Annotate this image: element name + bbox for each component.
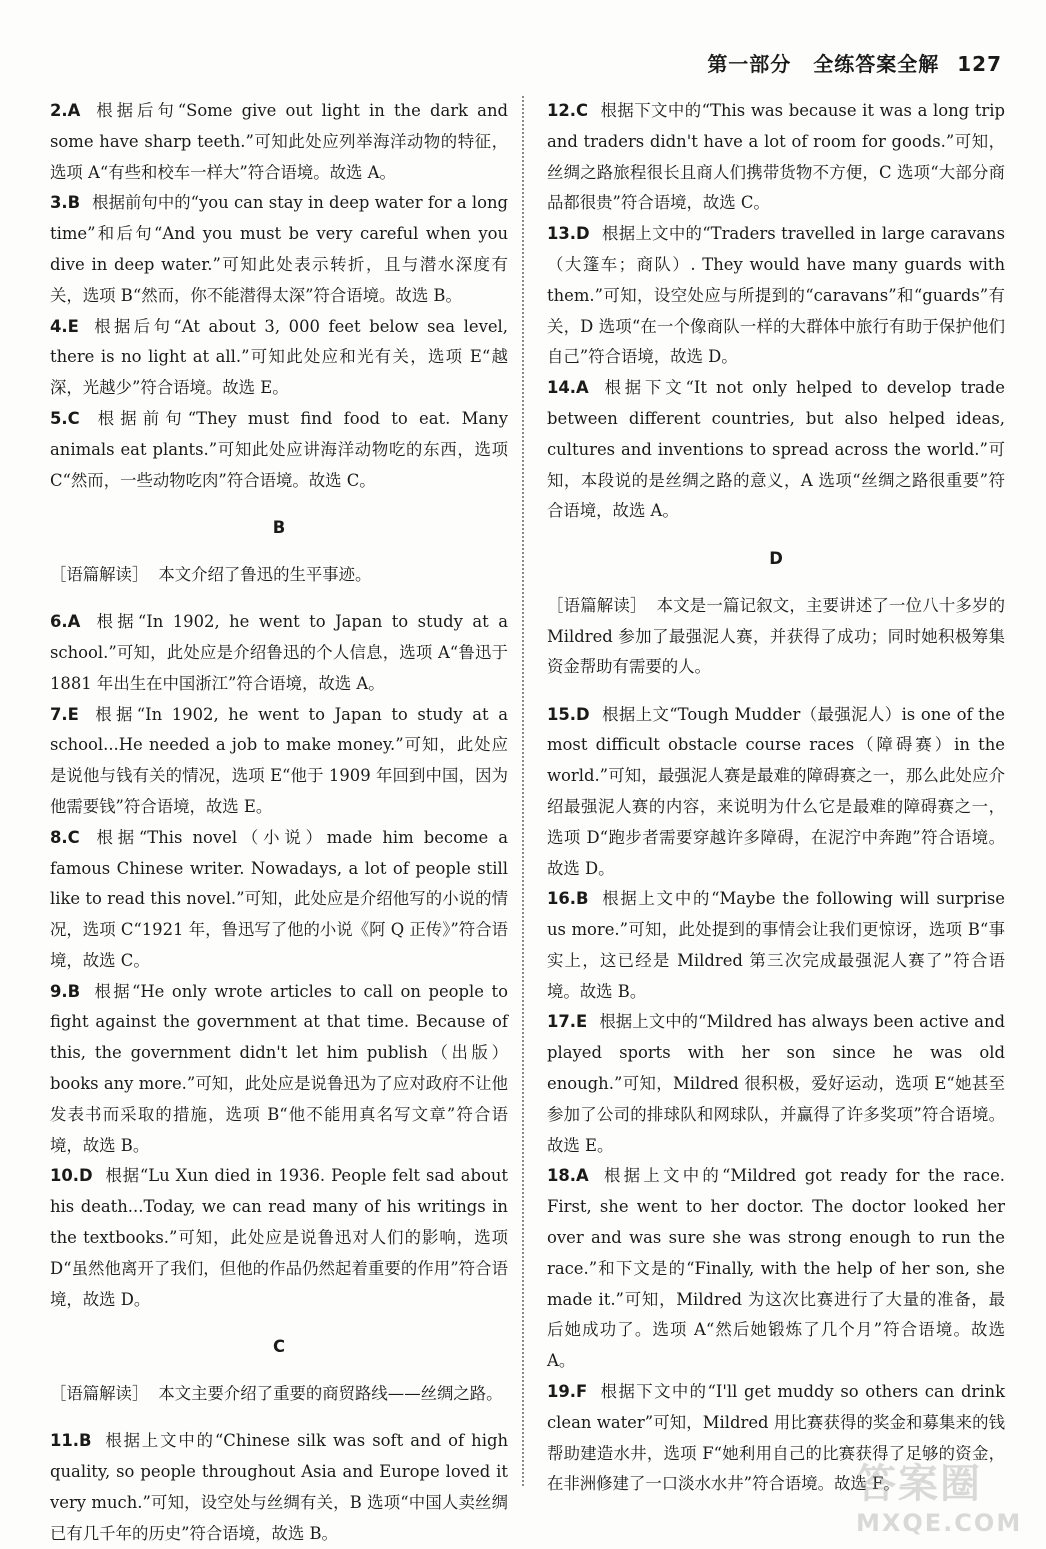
answer-item <box>50 1161 508 1315</box>
passage-summary-tag: ［语篇解读］ <box>50 1384 149 1404</box>
answer-explanation: 根据上文中的“Maybe the following will surprise us more.”可知，此处提到的事情会让我们更惊讶，选项 B“事实上，这已经是 Mildred 第三次完成最强泥人赛了”符合语境。故选 B。 <box>547 889 1005 1001</box>
answer-number: 9.B <box>50 981 81 1001</box>
section-heading: C <box>272 1336 286 1356</box>
answer-explanation: 根据后句“Some give out light in the dark and some have sharp teeth.”可知此处应列举海洋动物的特征，选项 A“有些和校车一样大”符合语境。故选 A。 <box>50 101 508 182</box>
book-title: 全练答案全解 <box>813 52 940 76</box>
answer-number: 16.B <box>547 889 589 909</box>
answer-item <box>547 884 1005 1007</box>
left-column <box>50 96 508 1549</box>
answer-number: 14.A <box>547 378 589 398</box>
passage-summary <box>50 1379 508 1410</box>
page-header <box>707 48 1002 77</box>
answer-item <box>547 1007 1005 1161</box>
answer-item <box>50 823 508 977</box>
answer-item <box>547 373 1005 527</box>
passage-summary-tag: ［语篇解读］ <box>547 595 647 615</box>
answer-number: 15.D <box>547 704 590 724</box>
answer-number: 4.E <box>50 316 79 336</box>
answer-number: 5.C <box>50 408 80 428</box>
watermark-logo-text: 答案圈 <box>856 1461 982 1507</box>
answer-number: 19.F <box>547 1382 588 1402</box>
answer-explanation: 根据“This novel（小说）made him become a famous Chinese writer. Nowadays, a lot of people still like to read this novel.”可知，此处应是介绍他写的小说的情况，选项 C“1921 年，鲁迅写了他的小说《阿 Q 正传》”符合语境，故选 C。 <box>50 827 508 970</box>
answer-item <box>547 1161 1005 1377</box>
answer-number: 10.D <box>50 1166 93 1186</box>
answer-explanation: 根据下文中的“I'll get muddy so others can drink clean water”可知，Mildred 用比赛获得的奖金和募集来的钱帮助建造水井，选项 F“她利用自己的比赛获得了足够的资金，在非洲修建了一口淡水水井”符合语境。故选 F。 <box>547 1382 1005 1494</box>
answer-explanation: 根据上文中的“Mildred has always been active and played sports with her son since he was old enough.”可知，Mildred 很积极，爱好运动，选项 E“她甚至参加了公司的排球队和网球队，并赢得了许多奖项”符合语境。故选 E。 <box>547 1012 1005 1155</box>
column-divider <box>522 96 524 1486</box>
answer-number: 12.C <box>547 101 589 120</box>
answer-number: 6.A <box>50 612 81 632</box>
answer-number: 8.C <box>50 827 80 847</box>
answer-item <box>50 607 508 699</box>
section-heading: B <box>272 517 286 537</box>
answer-item <box>50 1426 508 1549</box>
answer-item <box>547 219 1005 373</box>
passage-summary-text: 本文介绍了鲁迅的生平事迹。 <box>158 564 372 584</box>
answer-number: 13.D <box>547 224 590 244</box>
watermark-site: MXQE.COM <box>856 1509 1023 1537</box>
answer-explanation: 根据下文“It not only helped to develop trade between different countries, but also helped ideas, cultures and inventions to spread across the world.”可知，本段说的是丝绸之路的意义，A 选项“丝绸之路很重要”符合语境，故选 A。 <box>547 378 1005 521</box>
answer-number: 17.E <box>547 1012 588 1032</box>
answer-item <box>50 312 508 404</box>
answer-explanation: 根据前句“They must find food to eat. Many animals eat plants.”可知此处应讲海洋动物吃的东西，选项 C“然而，一些动物吃肉”符合语境。故选 C。 <box>50 408 508 490</box>
answer-number: 11.B <box>50 1431 92 1451</box>
passage-summary <box>547 591 1005 683</box>
section-heading: D <box>769 548 783 568</box>
answer-item <box>547 700 1005 885</box>
passage-summary-tag: ［语篇解读］ <box>50 564 149 584</box>
answer-explanation: 根据“In 1902, he went to Japan to study at a school.”可知，此处应是介绍鲁迅的个人信息，选项 A“鲁迅于 1881 年出生在中国浙江”符合语境，故选 A。 <box>50 612 508 693</box>
answer-item <box>50 404 508 496</box>
passage-summary-text: 本文是一篇记叙文，主要讲述了一位八十多岁的 Mildred 参加了最强泥人赛，并获得了成功；同时她积极筹集资金帮助有需要的人。 <box>547 595 1006 677</box>
passage-summary-text: 本文主要介绍了重要的商贸路线——丝绸之路。 <box>158 1384 503 1404</box>
answer-number: 18.A <box>547 1166 589 1186</box>
answer-explanation: 根据上文中的“Chinese silk was soft and of high quality, so people throughout Asia and Europe loved it very much.”可知，设空处与丝绸有关，B 选项“中国人卖丝绸已有几千年的历史”符合语境，故选 B。 <box>50 1431 508 1543</box>
answer-explanation: 根据上文“Tough Mudder（最强泥人）is one of the most difficult obstacle course races（障碍赛）in the world.”可知，最强泥人赛是最难的障碍赛之一，那么此处应介绍最强泥人赛的内容，来说明为什么它是最难的障碍赛之一，选项 D“跑步者需要穿越许多障碍，在泥泞中奔跑”符合语境。故选 D。 <box>547 704 1005 878</box>
section-label: 第一部分 <box>707 52 792 76</box>
answer-item <box>50 188 508 311</box>
page-number: 127 <box>957 52 1002 76</box>
right-column <box>547 96 1005 1500</box>
answer-explanation: 根据下文中的“This was because it was a long trip and traders didn't have a lot of room for goods.”可知，丝绸之路旅程很长且商人们携带货物不方便，C 选项“大部分商品都很贵”符合语境，故选 C。 <box>547 101 1005 213</box>
answer-explanation: 根据后句“At about 3, 000 feet below sea level, there is no light at all.”可知此处应和光有关，选项 E“越深，光越少”符合语境。故选 E。 <box>50 316 508 398</box>
answer-number: 7.E <box>50 704 79 724</box>
answer-explanation: 根据“Lu Xun died in 1936. People felt sad about his death...Today, we can read many of his writings in the textbooks.”可知，此处应是说鲁迅对人们的影响，选项 D“虽然他离开了我们，但他的作品仍然起着重要的作用”符合语境，故选 D。 <box>50 1166 508 1309</box>
answer-number: 3.B <box>50 193 81 213</box>
answer-item <box>50 700 508 823</box>
answer-item <box>50 977 508 1162</box>
answer-explanation: 根据“In 1902, he went to Japan to study at a school...He needed a job to make money.”可知，此处应是说他与钱有关的情况，选项 E“他于 1909 年回到中国，因为他需要钱”符合语境，故选 E。 <box>50 704 508 816</box>
answer-explanation: 根据上文中的“Mildred got ready for the race. First, she went to her doctor. The doctor looked her over and was sure she was strong enough to run the race.”和下文是的“Finally, with the help of her son, she made it.”可知，Mildred 为这次比赛进行了大量的准备，最后她成功了。选项 A“然后她锻炼了几个月”符合语境。故选 A。 <box>547 1166 1005 1371</box>
watermark-logo <box>856 1452 1023 1537</box>
passage-summary <box>50 560 508 591</box>
answer-explanation: 根据上文中的“Traders travelled in large caravans（大篷车；商队）. They would have many guards with them.”可知，设空处应与所提到的“caravans”和“guards”有关，D 选项“在一个像商队一样的大群体中旅行有助于保护他们自己”符合语境，故选 D。 <box>547 224 1005 367</box>
answer-item <box>50 96 508 188</box>
answer-number: 2.A <box>50 101 81 120</box>
answer-explanation: 根据前句中的“you can stay in deep water for a long time”和后句“And you must be very careful when you dive in deep water.”可知此处表示转折，且与潜水深度有关，选项 B“然而，你不能潜得太深”符合语境。故选 B。 <box>50 193 508 305</box>
answer-explanation: 根据“He only wrote articles to call on people to fight against the government at that time. Because of this, the government didn't let him publish（出版）books any more.”可知，此处应是说鲁迅为了应对政府不让他发表书而采取的措施，选项 B“他不能用真名写文章”符合语境，故选 B。 <box>50 981 508 1155</box>
answer-item <box>547 96 1005 219</box>
